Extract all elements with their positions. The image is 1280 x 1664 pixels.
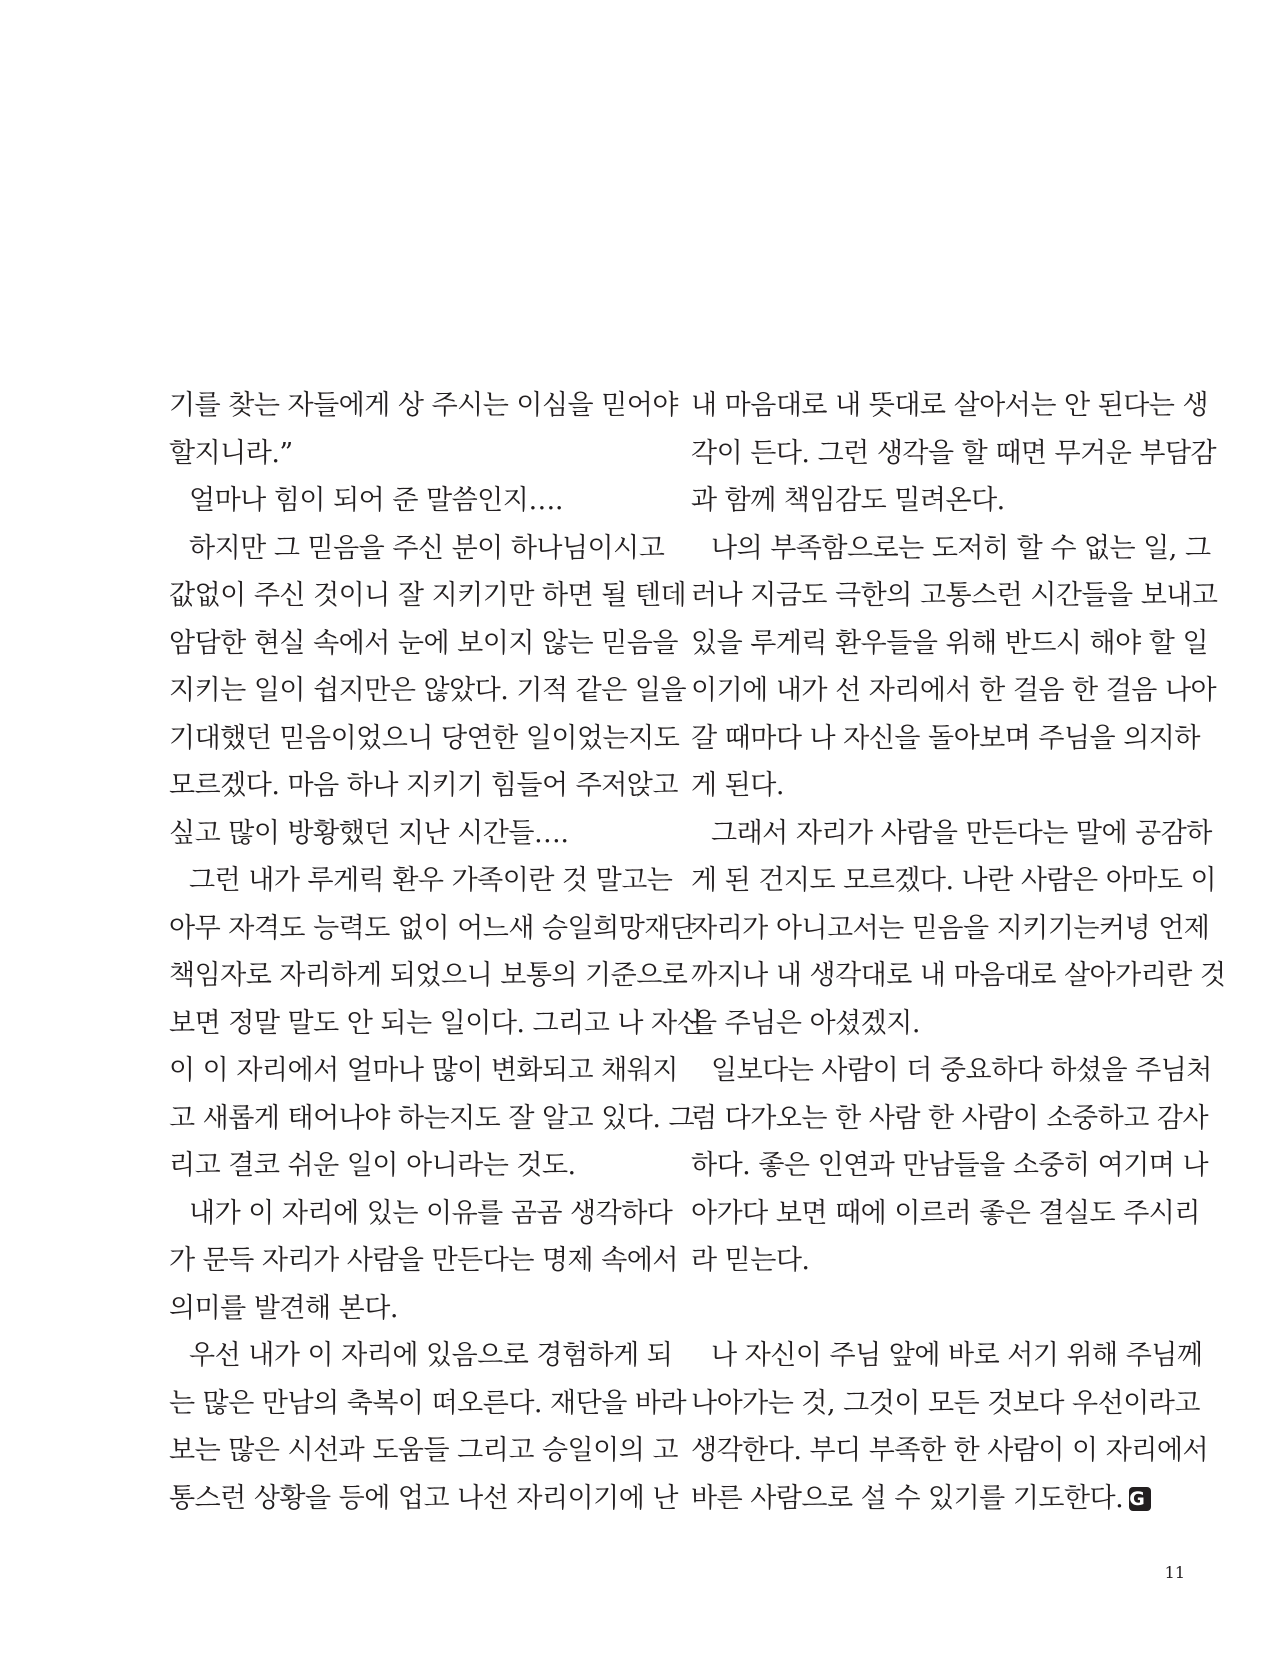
text-line	[169, 1047, 678, 1095]
text-line	[691, 715, 1200, 763]
text-line	[691, 620, 1209, 668]
text-line-content: 생각한다. 부디 부족한 한 사람이 이 자리에서	[691, 1435, 1209, 1466]
text-line-content: 보면 정말 말도 안 되는 일이다. 그리고 나 자신	[169, 1007, 703, 1039]
text-line	[169, 1142, 647, 1190]
text-line-content: 일보다는 사람이 더 중요하다 하셨을 주님처	[711, 1055, 1212, 1086]
text-line-content: 나의 부족함으로는 도저히 할 수 없는 일, 그	[711, 532, 1211, 564]
text-line	[691, 1000, 1169, 1048]
text-line	[691, 1427, 1209, 1475]
text-line	[169, 477, 647, 525]
text-line	[169, 430, 647, 478]
text-line-content: 가 문득 자리가 사람을 만든다는 명제 속에서	[169, 1245, 678, 1276]
end-mark-icon: G	[1129, 1487, 1151, 1511]
text-line	[691, 762, 1169, 810]
text-line-content: 보는 많은 시선과 도움들 그리고 승일이의 고	[169, 1435, 678, 1466]
text-line	[169, 1475, 678, 1523]
text-line	[169, 810, 647, 858]
text-line-content: 의미를 발견해 본다.	[169, 1292, 398, 1324]
text-line	[169, 762, 678, 810]
text-line	[691, 1285, 1169, 1333]
text-line	[169, 525, 665, 573]
text-line-content: 을 주님은 아셨겠지.	[691, 1007, 920, 1039]
text-line	[691, 1190, 1200, 1238]
text-line	[169, 620, 678, 668]
text-line	[169, 667, 687, 715]
text-line-content: 싶고 많이 방황했던 지난 시간들….	[169, 817, 569, 849]
text-line-content: 아무 자격도 능력도 없이 어느새 승일희망재단	[169, 912, 696, 944]
text-line-content: 기를 찾는 자들에게 상 주시는 이심을 믿어야	[169, 390, 678, 421]
text-line	[691, 1475, 1169, 1523]
text-line-content: 까지나 내 생각대로 내 마음대로 살아가리란 것	[691, 960, 1226, 991]
text-line-content: 내 마음대로 내 뜻대로 살아서는 안 된다는 생	[691, 390, 1209, 421]
text-line	[691, 905, 1210, 953]
text-line	[691, 1237, 1169, 1285]
text-line-content: 기대했던 믿음이었으니 당연한 일이었는지도	[169, 722, 680, 754]
text-line	[691, 477, 1169, 525]
text-line-content: 할지니라.”	[169, 437, 293, 469]
text-line	[691, 667, 1217, 715]
page-number: 11	[1164, 1563, 1185, 1582]
text-line-content: 러나 지금도 극한의 고통스런 시간들을 보내고	[691, 580, 1218, 611]
text-line	[169, 905, 696, 953]
text-line-content: 바른 사람으로 설 수 있기를 기도한다.	[691, 1482, 1124, 1514]
text-line-content: 우선 내가 이 자리에 있음으로 경험하게 되	[189, 1340, 673, 1371]
text-line-content: 나아가는 것, 그것이 모든 것보다 우선이라고	[691, 1387, 1200, 1419]
text-line-content: 얼마나 힘이 되어 준 말씀인지….	[189, 485, 563, 516]
text-line-content: 하지만 그 믿음을 주신 분이 하나님이시고	[189, 532, 665, 564]
text-line-content: 그런 내가 루게릭 환우 가족이란 것 말고는	[189, 865, 673, 896]
text-line-content: 그래서 자리가 사람을 만든다는 말에 공감하	[711, 817, 1212, 849]
text-line	[691, 857, 1217, 905]
text-line	[169, 1000, 703, 1048]
text-line-content: 암담한 현실 속에서 눈에 보이지 않는 믿음을	[169, 627, 678, 659]
text-line-content: 나 자신이 주님 앞에 바로 서기 위해 주님께	[711, 1340, 1203, 1371]
text-line	[169, 572, 687, 620]
text-line	[691, 572, 1218, 620]
text-line	[691, 1142, 1209, 1190]
text-line	[169, 1380, 687, 1428]
text-line	[691, 382, 1209, 430]
text-line	[691, 1095, 1209, 1143]
text-line-content: 고 새롭게 태어나야 하는지도 잘 알고 있다. 그	[169, 1102, 695, 1134]
text-line	[691, 1047, 1212, 1095]
text-line-content: 자리가 아니고서는 믿음을 지키기는커녕 언제	[691, 912, 1210, 944]
text-line	[691, 525, 1211, 573]
left-column	[169, 382, 703, 1522]
text-line-content: 책임자로 자리하게 되었으니 보통의 기준으로	[169, 960, 688, 991]
text-line	[691, 810, 1212, 858]
text-line	[169, 952, 688, 1000]
text-line-content: 지키는 일이 쉽지만은 않았다. 기적 같은 일을	[169, 675, 687, 706]
text-line	[691, 430, 1217, 478]
text-line-content: 과 함께 책임감도 밀려온다.	[691, 485, 1005, 516]
text-line	[691, 1332, 1203, 1380]
text-line	[169, 382, 678, 430]
text-line-content: 하다. 좋은 인연과 만남들을 소중히 여기며 나	[691, 1150, 1209, 1181]
text-line-content: 각이 든다. 그런 생각을 할 때면 무거운 부담감	[691, 437, 1217, 469]
text-line-content: 이 이 자리에서 얼마나 많이 변화되고 채워지	[169, 1055, 678, 1086]
text-line	[169, 1237, 678, 1285]
text-line	[169, 1190, 673, 1238]
text-line-content: 리고 결코 쉬운 일이 아니라는 것도.	[169, 1150, 576, 1181]
text-line-content: 럼 다가오는 한 사람 한 사람이 소중하고 감사	[691, 1102, 1209, 1134]
text-line-content: 내가 이 자리에 있는 이유를 곰곰 생각하다	[189, 1197, 673, 1229]
text-line	[169, 1332, 673, 1380]
text-line-content: 이기에 내가 선 자리에서 한 걸음 한 걸음 나아	[691, 675, 1217, 706]
text-line	[691, 952, 1226, 1000]
text-line	[169, 1427, 678, 1475]
text-line-content: 라 믿는다.	[691, 1245, 810, 1276]
text-line-content: 있을 루게릭 환우들을 위해 반드시 해야 할 일	[691, 627, 1209, 659]
text-line-content: 게 된 건지도 모르겠다. 나란 사람은 아마도 이	[691, 865, 1217, 896]
text-line	[169, 715, 680, 763]
text-line	[691, 1380, 1200, 1428]
text-line-content: 통스런 상황을 등에 업고 나선 자리이기에 난	[169, 1482, 678, 1514]
text-line	[169, 1285, 647, 1333]
right-column	[691, 382, 1226, 1522]
text-line-content: 는 많은 만남의 축복이 떠오른다. 재단을 바라	[169, 1387, 687, 1419]
text-line-content: 모르겠다. 마음 하나 지키기 힘들어 주저앉고	[169, 770, 678, 801]
text-line	[169, 857, 673, 905]
text-line-content: 게 된다.	[691, 770, 784, 801]
text-line-content: 갈 때마다 나 자신을 돌아보며 주님을 의지하	[691, 722, 1200, 754]
text-line-content: 값없이 주신 것이니 잘 지키기만 하면 될 텐데	[169, 580, 687, 611]
text-line-content: 아가다 보면 때에 이르러 좋은 결실도 주시리	[691, 1197, 1200, 1229]
text-line	[169, 1095, 695, 1143]
